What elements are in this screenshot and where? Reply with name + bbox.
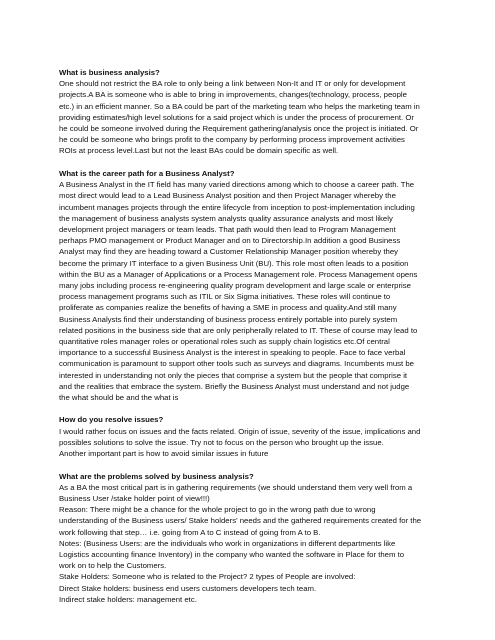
paragraph-line: within the BU as a Manager of Applications or a Process Management role. Process Management opens: [59, 269, 418, 279]
paragraph-line: work on to help the Customers.: [59, 561, 167, 571]
paragraph-line: communication is paramount to support other tools such as surveys and diagrams. Incumbents must be: [59, 359, 414, 369]
section-heading: What are the problems solved by business analysis?: [59, 471, 254, 481]
paragraph-line: A Business Analyst in the IT field has many varied directions among which to choose a career path. The: [59, 180, 415, 190]
paragraph-line: he could be someone involved during the Requirement gathering/analysis once the project is initiated. Or: [59, 124, 419, 134]
paragraph-line: possibles solutions to solve the issue. Try not to focus on the person who brought up the issue.: [59, 437, 384, 447]
paragraph-line: most direct would lead to a Lead Business Analyst position and then Project Manager whereby the: [59, 191, 396, 201]
section-heading: What is the career path for a Business Analyst?: [59, 168, 235, 178]
paragraph-line: development project managers or team leads. That path would then lead to Program Management: [59, 224, 396, 234]
paragraph-line: become the primary IT interface to a given Business Unit (BU). This role most often leads to a position: [59, 258, 409, 268]
paragraph-line: incumbent manages projects through the entire lifecycle from inception to post-implementation including: [59, 202, 415, 212]
paragraph-line: the what should be and the what is: [59, 392, 179, 402]
paragraph-line: importance to a successful Business Analyst is the interest in speaking to people. Face to face verbal: [59, 348, 406, 358]
paragraph-line: understanding of the Business users/ Stake holders' needs and the gathered requirements created for the: [59, 516, 422, 526]
paragraph-line: Notes: (Business Users: are the individuals who work in organizations in different departments like: [59, 538, 396, 548]
paragraph-line: As a BA the most critical part is in gathering requirements (we should understand them very well from a: [59, 482, 413, 492]
paragraph-line: and the realities that embrace the system. Briefly the Business Analyst must understand and not judge: [59, 381, 410, 391]
paragraph-line: process management programs such as ITIL or Six Sigma initiatives. These roles will continue to: [59, 292, 391, 302]
paragraph-line: Stake Holders: Someone who is related to the Project? 2 types of People are involved:: [59, 572, 356, 582]
paragraph-line: perhaps PMO management or Product Manager and on to Directorship.In addition a good Business: [59, 236, 401, 246]
paragraph-line: the management of business analysts system analysts quality assurance analysts and most likely: [59, 213, 393, 223]
paragraph-line: interested in understanding not only the pieces that comprise a system but the people that comprise it: [59, 370, 408, 380]
paragraph-line: many jobs including process re-engineering quality program development and large scale or enterprise: [59, 280, 411, 290]
paragraph-line: etc.) in an efficient manner. So a BA could be part of the marketing team who helps the marketing team in: [59, 101, 420, 111]
section-problems-solved: [59, 471, 439, 605]
paragraph-line: Business User /stake holder point of view!!!): [59, 494, 210, 503]
paragraph-line: Another important part is how to avoid similar issues in future: [59, 449, 269, 459]
section-resolve-issues: [59, 414, 439, 459]
section-heading: What is business analysis?: [59, 68, 160, 77]
paragraph-line: he could be someone who brings profit to the company by performing process improvement activities: [59, 135, 405, 145]
paragraph-line: Analyst may find they are heading toward a Customer Relationship Manager position whereby they: [59, 247, 399, 257]
paragraph-line: work following that step… i.e. going from A to C instead of going from A to B.: [59, 527, 321, 537]
paragraph-line: related positions in the business side that are only peripherally related to IT. These of course may lead to: [59, 325, 418, 335]
paragraph-line: Reason: There might be a chance for the whole project to go in the wrong path due to wrong: [59, 505, 376, 515]
section-heading: How do you resolve issues?: [59, 415, 164, 425]
paragraph-line: One should not restrict the BA role to only being a link between Non-It and IT or only for development: [59, 79, 406, 89]
paragraph-line: Indirect stake holders: management etc.: [59, 594, 197, 604]
paragraph-line: quantitative roles manager roles or operational roles such as supply chain logistics etc.Of central: [59, 336, 390, 346]
paragraph-line: Direct Stake holders: business end users customers developers tech team.: [59, 583, 317, 593]
paragraph-line: Logistics accounting finance Inventory) in the company who wanted the software in Place for them to: [59, 550, 405, 560]
paragraph-line: Business Analysts find their understanding of business process entirely portable into purely system: [59, 314, 398, 324]
section-career-path: [59, 168, 439, 403]
paragraph-line: ROIs at process level.Last but not the least BAs could be domain specific as well.: [59, 146, 339, 156]
paragraph-line: I would rather focus on issues and the facts related. Origin of issue, severity of the issue, implications and: [59, 426, 421, 436]
paragraph-line: proliferate as companies realize the benefits of having a SME in process and quality.And still many: [59, 303, 397, 313]
paragraph-line: providing estimates/high level solutions for a said project which is under the process of procurement. Or: [59, 112, 414, 122]
paragraph-line: projects.A BA is someone who is able to bring in improvements, changes(technology, process, people: [59, 90, 407, 100]
section-what-is-business-analysis: [59, 67, 439, 157]
